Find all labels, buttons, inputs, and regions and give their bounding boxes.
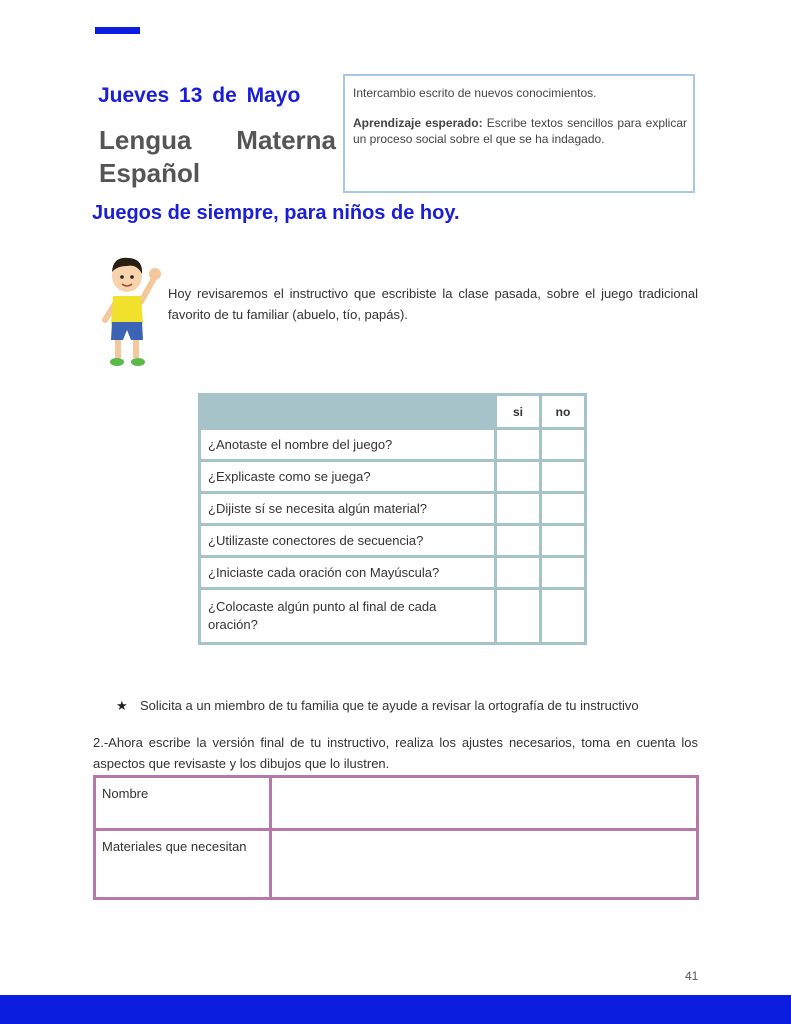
table-row [200,461,586,493]
form-row-name [95,777,698,830]
name-label: Nombre [95,777,271,830]
step-2-instructions: 2.-Ahora escribe la versión final de tu instructivo, realiza los ajustes necesarios, toma en cuenta los aspectos que revisaste y los dibujos que lo ilustren. [93,735,698,771]
name-field[interactable] [271,777,698,830]
table-row [200,525,586,557]
checklist-yes-cell[interactable] [496,525,541,557]
checklist-yes-cell[interactable] [496,493,541,525]
checklist-yes-cell[interactable] [496,557,541,589]
checklist-yes-cell[interactable] [496,429,541,461]
subject-line-2: Español [99,158,201,188]
checklist-yes-cell[interactable] [496,589,541,644]
learning-info-box [343,74,695,193]
checklist-no-cell[interactable] [541,589,586,644]
checklist-header-row [200,395,586,429]
checklist-question: ¿Iniciaste cada oración con Mayúscula? [200,557,496,589]
checklist-no-cell[interactable] [541,525,586,557]
star-bullet-icon: ★ [116,698,128,713]
checklist-question: ¿Dijiste sí se necesita algún material? [200,493,496,525]
intro-paragraph: Hoy revisaremos el instructivo que escribiste la clase pasada, sobre el juego tradicional favorito de tu familiar (abuelo, tío, papás). [168,286,698,322]
checklist-header-no: no [541,395,586,429]
lesson-date: Jueves 13 de Mayo [98,84,301,107]
checklist-header-question [200,395,496,429]
checklist-question: ¿Colocaste algún punto al final de cada oración? [200,589,496,644]
expected-learning-text: Escribe textos sencillos para explicar un proceso social sobre el que se ha indagado. [353,116,687,146]
review-checklist-table [198,393,587,645]
lesson-title: Juegos de siempre, para niños de hoy. [92,202,460,224]
checklist-header-yes: si [496,395,541,429]
checklist-no-cell[interactable] [541,429,586,461]
checklist-question: ¿Anotaste el nombre del juego? [200,429,496,461]
table-row [200,493,586,525]
bullet-note: Solicita a un miembro de tu familia que te ayude a revisar la ortografía de tu instructivo [140,698,639,713]
materials-label: Materiales que necesitan [95,830,271,899]
form-row-materials [95,830,698,899]
page-number: 41 [685,969,699,983]
checklist-question: ¿Explicaste como se juega? [200,461,496,493]
subject-title [99,124,336,190]
final-instructions-form [93,775,699,900]
checklist-yes-cell[interactable] [496,461,541,493]
topic-text: Intercambio escrito de nuevos conocimientos. [353,86,597,100]
materials-field[interactable] [271,830,698,899]
checklist-no-cell[interactable] [541,493,586,525]
table-row [200,557,586,589]
checklist-no-cell[interactable] [541,461,586,493]
checklist-no-cell[interactable] [541,557,586,589]
checklist-question: ¿Utilizaste conectores de secuencia? [200,525,496,557]
waving-boy-illustration [93,252,165,370]
table-row [200,589,586,644]
table-row [200,429,586,461]
top-accent-bar [95,27,140,34]
expected-learning [353,115,687,147]
subject-line-1: Lengua Materna [99,125,336,155]
expected-learning-label: Aprendizaje esperado: [353,116,483,130]
bottom-accent-bar [0,995,791,1024]
